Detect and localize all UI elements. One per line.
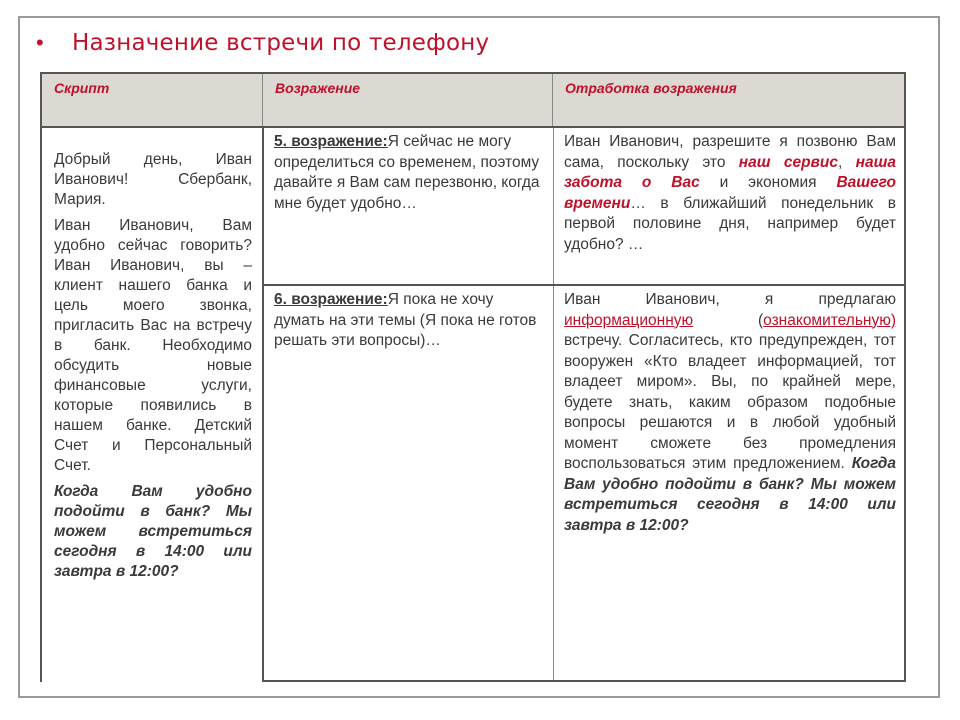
objection-cell bbox=[264, 286, 554, 680]
answer-cell bbox=[554, 286, 904, 680]
answer-text: Иван Иванович, разрешите я позвоню Вам сама, поскольку это bbox=[564, 133, 896, 171]
answer-highlight: информационную bbox=[564, 311, 694, 329]
objections-table bbox=[262, 128, 906, 682]
answer-text: и экономия bbox=[699, 174, 837, 191]
answer-question: Когда Вам удобно подойти в банк? Мы можем встретиться сегодня в 14:00 или завтра в 12:00? bbox=[564, 455, 896, 534]
answer-cell bbox=[554, 128, 904, 284]
page-title: Назначение встречи по телефону bbox=[72, 30, 490, 56]
bullet-marker: • bbox=[36, 30, 44, 55]
answer-highlight: наш сервис bbox=[738, 153, 838, 171]
objection-text: Я сейчас не могу определиться со временем, поэтому давайте я Вам сам перезвоню, когда мне будет удобно… bbox=[274, 133, 540, 212]
answer-highlight: Вашего времени bbox=[564, 174, 897, 212]
script-question: Когда Вам удобно подойти в банк? Мы можем встретиться сегодня в 14:00 или завтра в 12:00? bbox=[54, 483, 252, 580]
objection-label: 5. возражение: bbox=[274, 133, 388, 150]
table-header bbox=[40, 72, 906, 128]
script-body: Иван Иванович, Вам удобно сейчас говорить? Иван Иванович, вы – клиент нашего банка и цель моего звонка, пригласить Вас на встречу в банк. Необходимо обсудить новые финансовые услуги, которые появились в нашем банке. Детский Счет и Персональный Счет. bbox=[54, 217, 252, 474]
script-greeting: Добрый день, Иван Иванович! Сбербанк, Мария. bbox=[54, 151, 252, 208]
table-row bbox=[264, 286, 904, 680]
answer-text: ( bbox=[693, 311, 764, 329]
answer-highlight: ознакомительную) bbox=[763, 311, 896, 329]
objection-label: 6. возражение: bbox=[274, 291, 388, 308]
answer-text: встречу. Согласитесь, кто предупрежден, тот вооружен «Кто владеет информацией, тот владеет миром». Вы, по крайней мере, будете знать, каким образом подобные вопросы решаются и в любой удобный момент сможете без промедления воспользоваться этим предложением. bbox=[564, 332, 896, 472]
objection-text: Я пока не хочу думать на эти темы (Я пока не готов решать эти вопросы)… bbox=[274, 291, 537, 349]
script-column bbox=[40, 128, 262, 682]
answer-text: , bbox=[838, 153, 856, 171]
answer-text: … в ближайший понедельник в первой половине дня, например будет удобно? … bbox=[564, 194, 896, 253]
table-row bbox=[264, 128, 904, 286]
answer-text: Иван Иванович, я предлагаю bbox=[564, 291, 896, 308]
header-script: Скрипт bbox=[40, 74, 262, 126]
header-handling: Отработка возражения bbox=[552, 74, 906, 126]
answer-highlight: наша забота о Вас bbox=[564, 153, 896, 191]
header-objection: Возражение bbox=[262, 74, 552, 126]
objection-cell bbox=[264, 128, 554, 284]
